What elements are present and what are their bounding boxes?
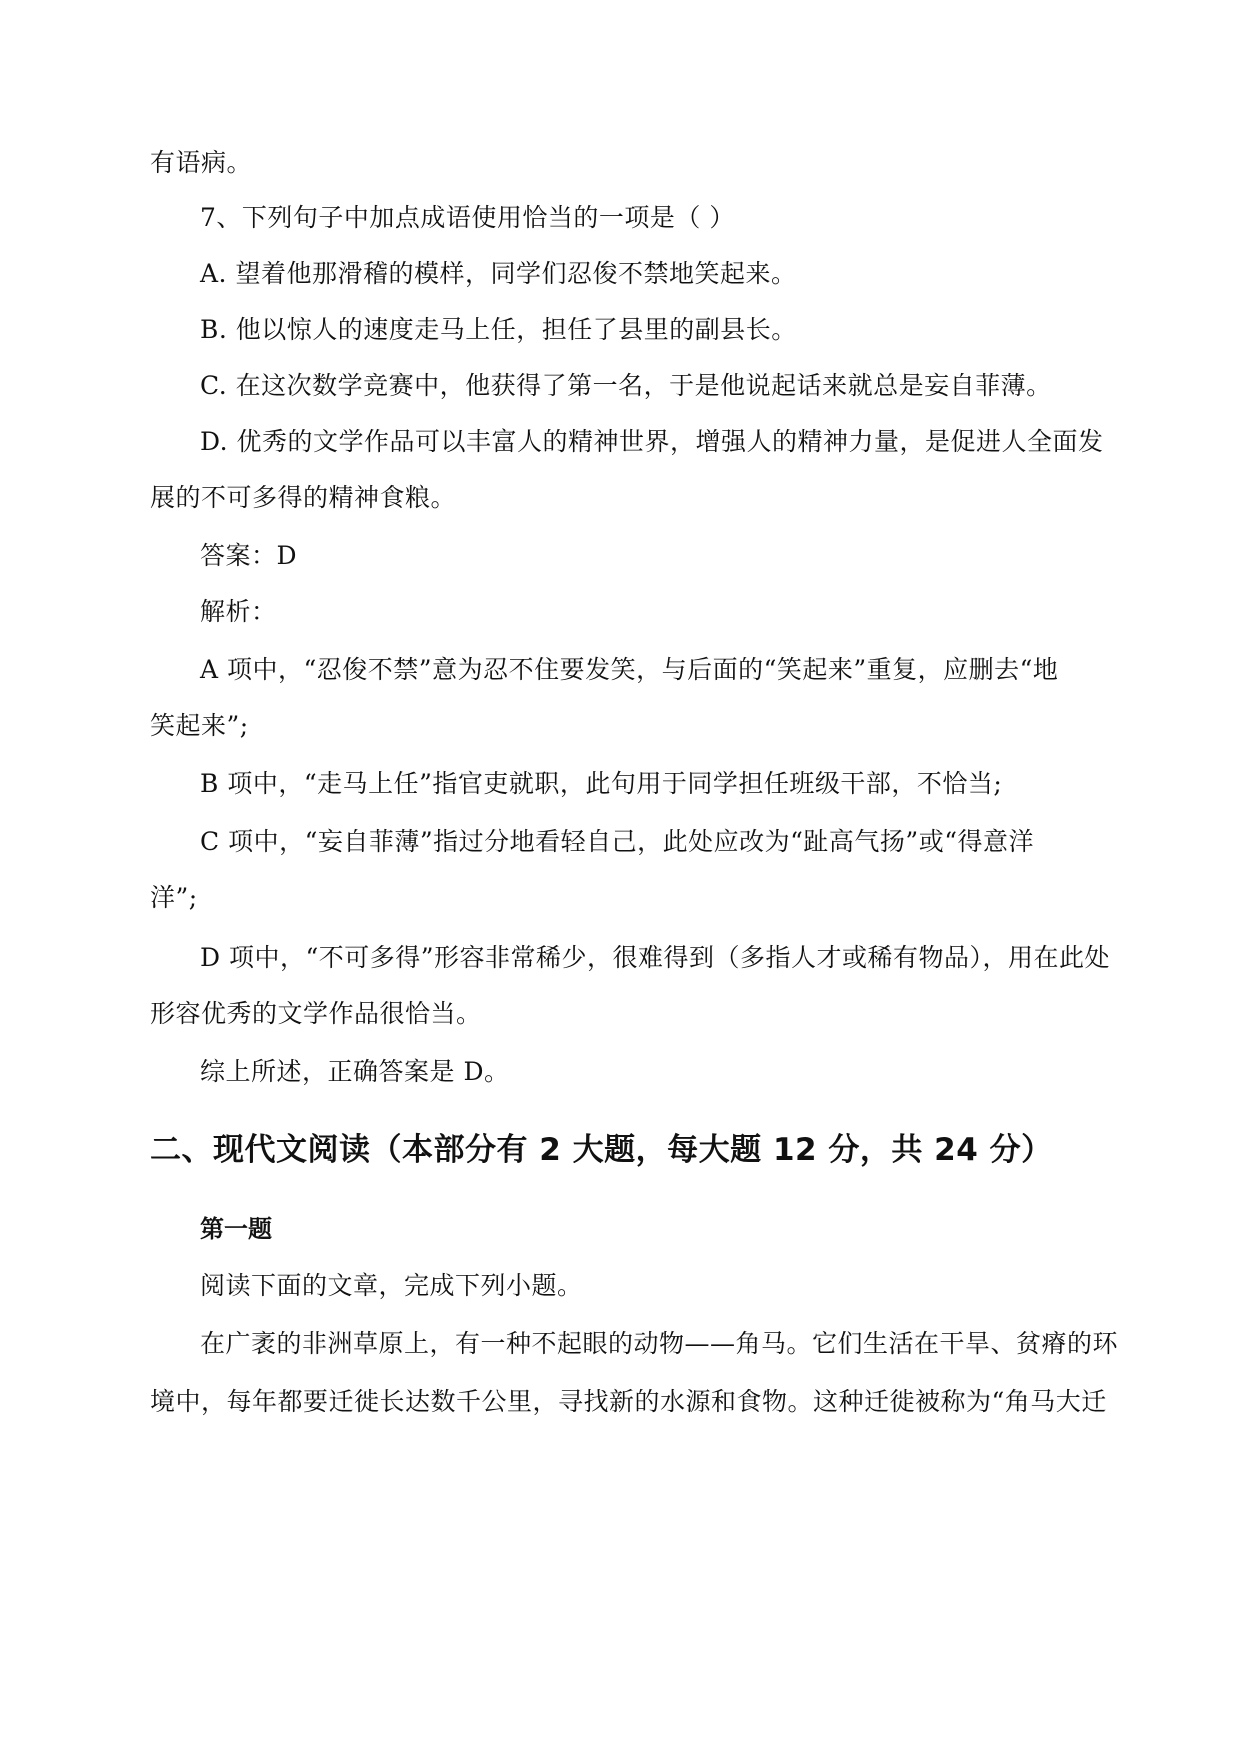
analysis-d: D 项中，“不可多得”形容非常稀少，很难得到（多指人才或稀有物品），用在此处 (200, 943, 1111, 972)
reading-instruction: 阅读下面的文章，完成下列小题。 (200, 1271, 583, 1300)
option-b: B. 他以惊人的速度走马上任，担任了县里的副县长。 (200, 315, 797, 344)
analysis-c-continued: 洋”; (150, 883, 198, 912)
section-heading: 二、现代文阅读（本部分有 2 大题，每大题 12 分，共 24 分） (150, 1132, 1053, 1168)
analysis-label: 解析： (200, 597, 277, 626)
text-line: 有语病。 (150, 148, 253, 177)
option-d-continued: 展的不可多得的精神食粮。 (150, 483, 457, 512)
option-d: D. 优秀的文学作品可以丰富人的精神世界，增强人的精神力量，是促进人全面发 (200, 427, 1104, 456)
answer-line: 答案：D (200, 541, 298, 570)
analysis-a-continued: 笑起来”; (150, 711, 249, 740)
option-a: A. 望着他那滑稽的模样，同学们忍俊不禁地笑起来。 (200, 259, 797, 288)
passage-line-continued: 境中，每年都要迁徙长达数千公里，寻找新的水源和食物。这种迁徙被称为“角马大迁 (150, 1387, 1107, 1416)
analysis-a: A 项中，“忍俊不禁”意为忍不住要发笑，与后面的“笑起来”重复，应删去“地 (200, 655, 1059, 684)
option-c: C. 在这次数学竞赛中，他获得了第一名，于是他说起话来就总是妄自菲薄。 (200, 371, 1052, 400)
summary-line: 综上所述，正确答案是 D。 (200, 1057, 510, 1086)
analysis-d-continued: 形容优秀的文学作品很恰当。 (150, 999, 482, 1028)
question-1-title: 第一题 (200, 1215, 272, 1243)
passage-line: 在广袤的非洲草原上，有一种不起眼的动物——角马。它们生活在干旱、贫瘠的环 (200, 1329, 1119, 1358)
analysis-b: B 项中，“走马上任”指官吏就职，此句用于同学担任班级干部，不恰当; (200, 769, 1003, 798)
question-7: 7、下列句子中加点成语使用恰当的一项是（ ） (200, 203, 735, 232)
analysis-c: C 项中，“妄自菲薄”指过分地看轻自己，此处应改为“趾高气扬”或“得意洋 (200, 827, 1034, 856)
